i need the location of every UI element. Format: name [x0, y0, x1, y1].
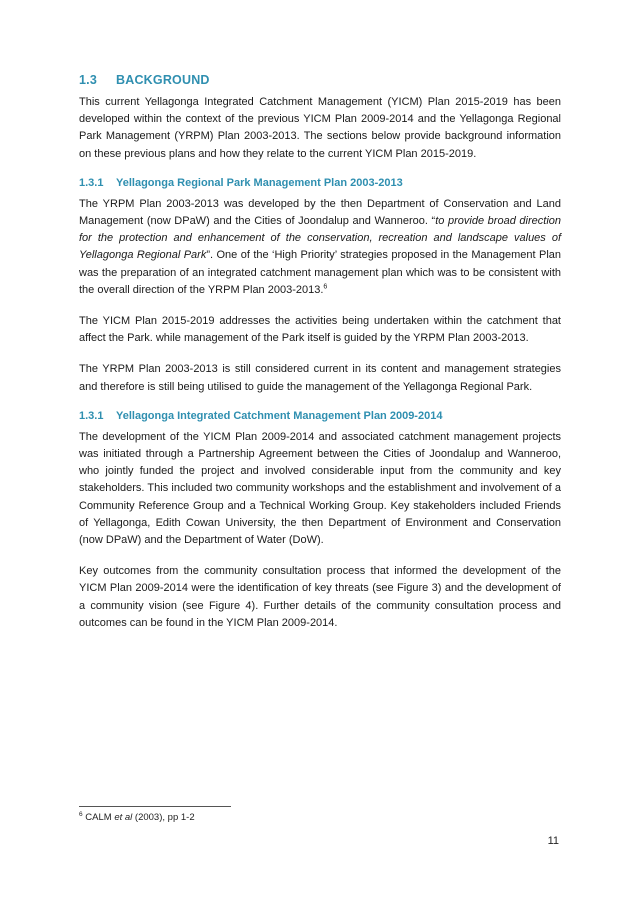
yrpm-paragraph-3: The YRPM Plan 2003-2013 is still considered current in its content and management strategies and therefore is still being utilised to guide the management of the Yellagonga Regional Park.: [79, 363, 561, 393]
yrpm-p1-text-end: ”. One of the ‘High Priority’ strategies proposed in the Management Plan was the preparation of an integrated catchment management plan which was to be consistent with the overall direction of the YRPM Plan 2003-2013.: [79, 249, 561, 296]
page-body: [79, 73, 561, 646]
section-heading: [79, 73, 561, 87]
footnote: [79, 812, 195, 823]
footnote-mark: 6: [79, 810, 83, 818]
footnote-italic: et al: [114, 812, 133, 823]
subsection-number: 1.3.1: [79, 409, 104, 422]
subsection-number: 1.3.1: [79, 176, 104, 189]
yicm-paragraph-2: Key outcomes from the community consultation process that informed the development of the YICM Plan 2009-2014 were the identification of key threats (see Figure 3) and the development of a community vision (see Figure 4). Further details of the community consultation process and outcomes can be found in the YICM Plan 2009-2014.: [79, 565, 561, 629]
page-number: 11: [547, 835, 559, 847]
footnote-divider: [79, 806, 231, 807]
yrpm-paragraph-1: [79, 196, 561, 299]
footnote-text-end: (2003), pp 1-2: [132, 812, 195, 823]
intro-paragraph: This current Yellagonga Integrated Catchment Management (YICM) Plan 2015-2019 has been developed within the context of the previous YICM Plan 2009-2014 and the Yellagonga Regional Park Management (YRPM) Plan 2003-2013. The sections below provide background information on these previous plans and how they relate to the current YICM Plan 2015-2019.: [79, 96, 561, 160]
subsection-heading-yrpm: [79, 177, 561, 189]
yicm-paragraph-1: The development of the YICM Plan 2009-2014 and associated catchment management projects was initiated through a Partnership Agreement between the Cities of Joondalup and Wanneroo, who jointly funded the project and involved considerable input from the community and key stakeholders. This included two community workshops and the establishment and involvement of a Community Reference Group and a Technical Working Group. Key stakeholders included Friends of Yellagonga, Edith Cowan University, the then Department of Environment and Conservation (now DPaW) and the Department of Water (DoW).: [79, 430, 561, 547]
section-number: 1.3: [79, 73, 97, 87]
subsection-title: Yellagonga Integrated Catchment Management Plan 2009-2014: [116, 409, 443, 422]
section-title: BACKGROUND: [116, 73, 210, 87]
subsection-title: Yellagonga Regional Park Management Plan 2003-2013: [116, 176, 403, 189]
footnote-reference[interactable]: 6: [323, 283, 328, 291]
yrpm-paragraph-2: The YICM Plan 2015-2019 addresses the activities being undertaken within the catchment that affect the Park. while management of the Park itself is guided by the YRPM Plan 2003-2013.: [79, 315, 561, 345]
yrpm-p1-text: The YRPM Plan 2003-2013 was developed by the then Department of Conservation and Land Management (now DPaW) and the Cities of Joondalup and Wanneroo. “: [79, 197, 561, 228]
yrpm-p1-quote: to provide broad direction for the protection and enhancement of the conservation, recreation and landscape values of Yellagonga Regional Park: [79, 215, 562, 262]
subsection-heading-yicm: [79, 410, 561, 422]
footnote-text: CALM: [82, 812, 115, 823]
